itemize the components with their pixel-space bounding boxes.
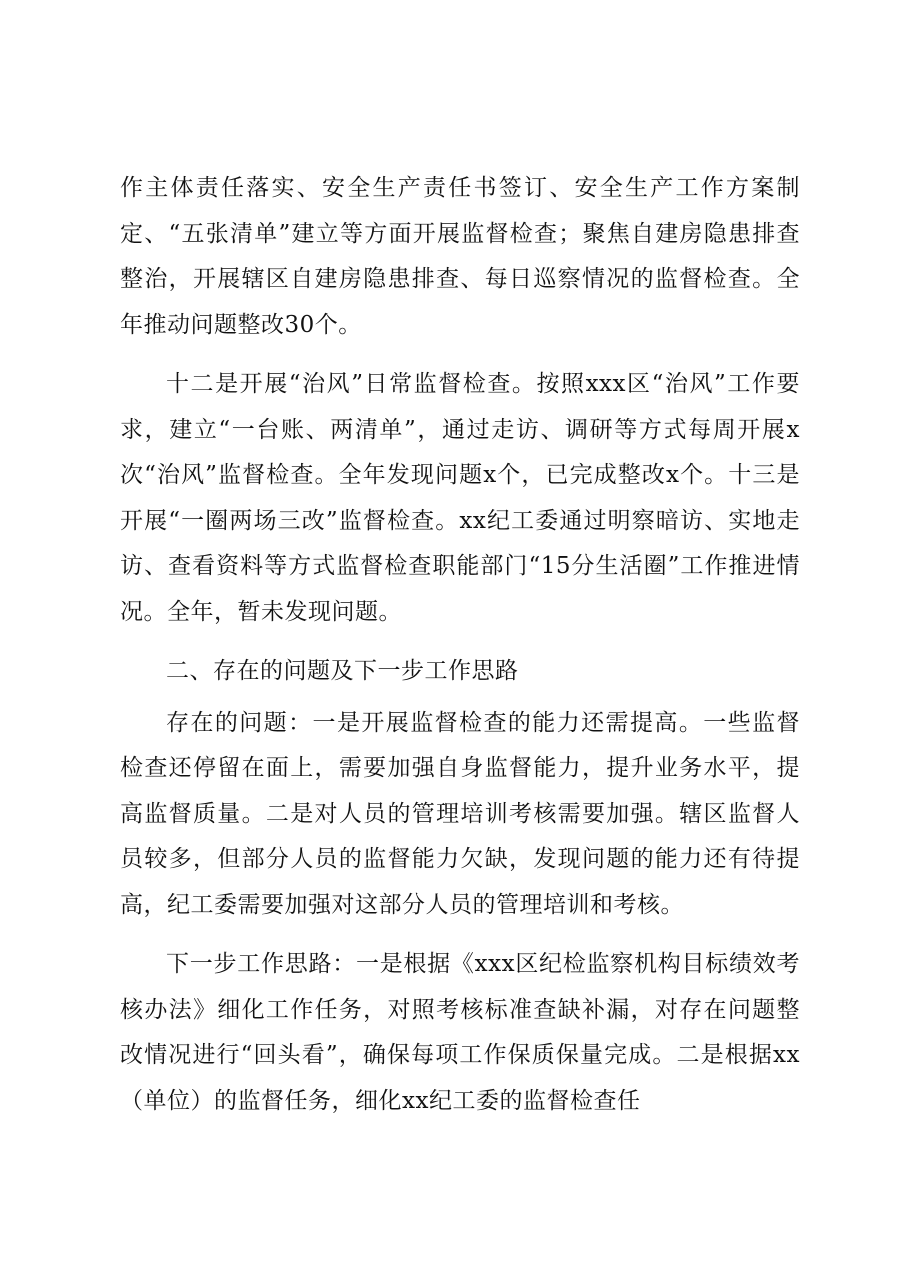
section-heading-problems: 二、存在的问题及下一步工作思路 bbox=[166, 658, 519, 684]
paragraph-safety-inspection: 作主体责任落实、安全生产责任书签订、安全生产工作方案制定、“五张清单”建立等方面开展监督检查；聚焦自建房隐患排查整治，开展辖区自建房隐患排查、每日巡察情况的监督检查。全年推动问题整改30个。 bbox=[120, 175, 800, 338]
paragraph-style-inspection: 十二是开展“治风”日常监督检查。按照xxx区“治风”工作要求，建立“一台账、两清单”，通过走访、调研等方式每周开展x次“治风”监督检查。全年发现问题x个，已完成整改x个。十三是开展“一圈两场三改”监督检查。xx纪工委通过明察暗访、实地走访、查看资料等方式监督检查职能部门“15分生活圈”工作推进情况。全年，暂未发现问题。 bbox=[120, 371, 800, 625]
paragraph-next-steps: 下一步工作思路：一是根据《xxx区纪检监察机构目标绩效考核办法》细化工作任务，对照考核标准查缺补漏，对存在问题整改情况进行“回头看”，确保每项工作保质保量完成。二是根据xx（单位）的监督任务，细化xx纪工委的监督检查任 bbox=[120, 951, 800, 1114]
paragraph-existing-problems: 存在的问题：一是开展监督检查的能力还需提高。一些监督检查还停留在面上，需要加强自身监督能力，提升业务水平，提高监督质量。二是对人员的管理培训考核需要加强。辖区监督人员较多，但部分人员的监督能力欠缺，发现问题的能力还有待提高，纪工委需要加强对这部分人员的管理培训和考核。 bbox=[120, 709, 800, 918]
document-body bbox=[120, 166, 800, 1138]
